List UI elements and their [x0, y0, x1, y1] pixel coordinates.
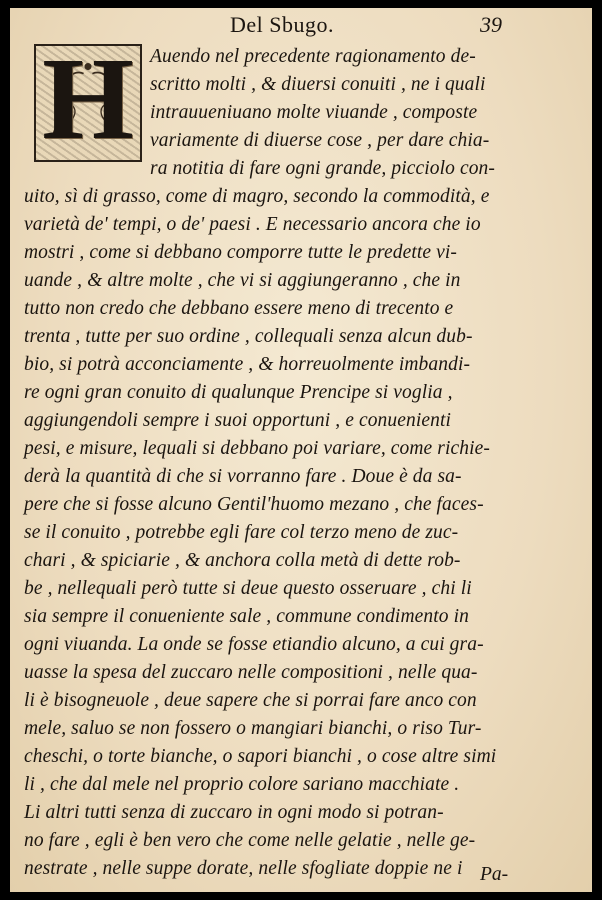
- text-line: be , nellequali però tutte si deue questo osseruare , chi li: [24, 578, 472, 599]
- page-number: 39: [480, 12, 502, 37]
- book-page: [10, 8, 592, 892]
- drop-cap-letter: H: [42, 33, 134, 164]
- text-line: varietà de' tempi, o de' paesi . E necessario ancora che io: [24, 214, 481, 235]
- text-line: li è bisogneuole , deue sapere che si porrai fare anco con: [24, 690, 477, 711]
- text-line: trenta , tutte per suo ordine , collequali senza alcun dub-: [24, 326, 473, 347]
- text-line: bio, si potrà acconciamente , & horreuolmente imbandi-: [24, 354, 471, 375]
- text-line: uande , & altre molte , che vi si aggiungeranno , che in: [24, 270, 461, 291]
- text-line: se il conuito , potrebbe egli fare col terzo meno de zuc-: [24, 522, 459, 543]
- text-line: chari , & spiciarie , & anchora colla metà di dette rob-: [24, 550, 461, 571]
- text-line: mostri , come si debbano comporre tutte le predette vi-: [24, 242, 457, 263]
- text-line: cheschi, o torte bianche, o sapori bianchi , o cose altre simi: [24, 746, 497, 767]
- text-line: aggiungendoli sempre i suoi opportuni , e conuenienti: [24, 410, 452, 431]
- running-title: Del Sbugo.: [230, 12, 334, 37]
- text-line: intrauueniuano molte viuande , composte: [150, 102, 478, 123]
- text-line: uasse la spesa del zuccaro nelle compositioni , nelle qua-: [24, 662, 478, 683]
- text-line: nestrate , nelle suppe dorate, nelle sfogliate doppie ne i: [24, 858, 463, 879]
- text-line: ra notitia di fare ogni grande, picciolo con-: [150, 158, 495, 179]
- text-line: uito, sì di grasso, come di magro, secondo la commodità, e: [24, 186, 490, 207]
- text-line: pere che si fosse alcuno Gentil'huomo mezano , che faces-: [24, 494, 484, 515]
- text-line: scritto molti , & diuersi conuiti , ne i quali: [150, 74, 486, 95]
- text-line: li , che dal mele nel proprio colore sariano macchiate .: [24, 774, 460, 795]
- catchword: Pa-: [480, 864, 509, 885]
- text-line: mele, saluo se non fossero o mangiari bianchi, o riso Tur-: [24, 718, 482, 739]
- text-line: variamente di diuerse cose , per dare chia-: [150, 130, 490, 151]
- text-line: no fare , egli è ben vero che come nelle gelatie , nelle ge-: [24, 830, 476, 851]
- text-line: pesi, e misure, lequali si debbano poi variare, come richie-: [24, 438, 490, 459]
- text-line: Li altri tutti senza di zuccaro in ogni modo si potran-: [24, 802, 444, 823]
- text-line: ogni viuanda. La onde se fosse etiandio alcuno, a cui gra-: [24, 634, 484, 655]
- text-line: sia sempre il conueniente sale , commune condimento in: [24, 606, 469, 627]
- text-line: re ogni gran conuito di qualunque Prencipe si voglia ,: [24, 382, 453, 403]
- body-text: [10, 8, 592, 892]
- text-line: derà la quantità di che si vorranno fare . Doue è da sa-: [24, 466, 462, 487]
- text-line: Auendo nel precedente ragionamento de-: [150, 46, 476, 67]
- text-line: tutto non credo che debbano essere meno di trecento e: [24, 298, 454, 319]
